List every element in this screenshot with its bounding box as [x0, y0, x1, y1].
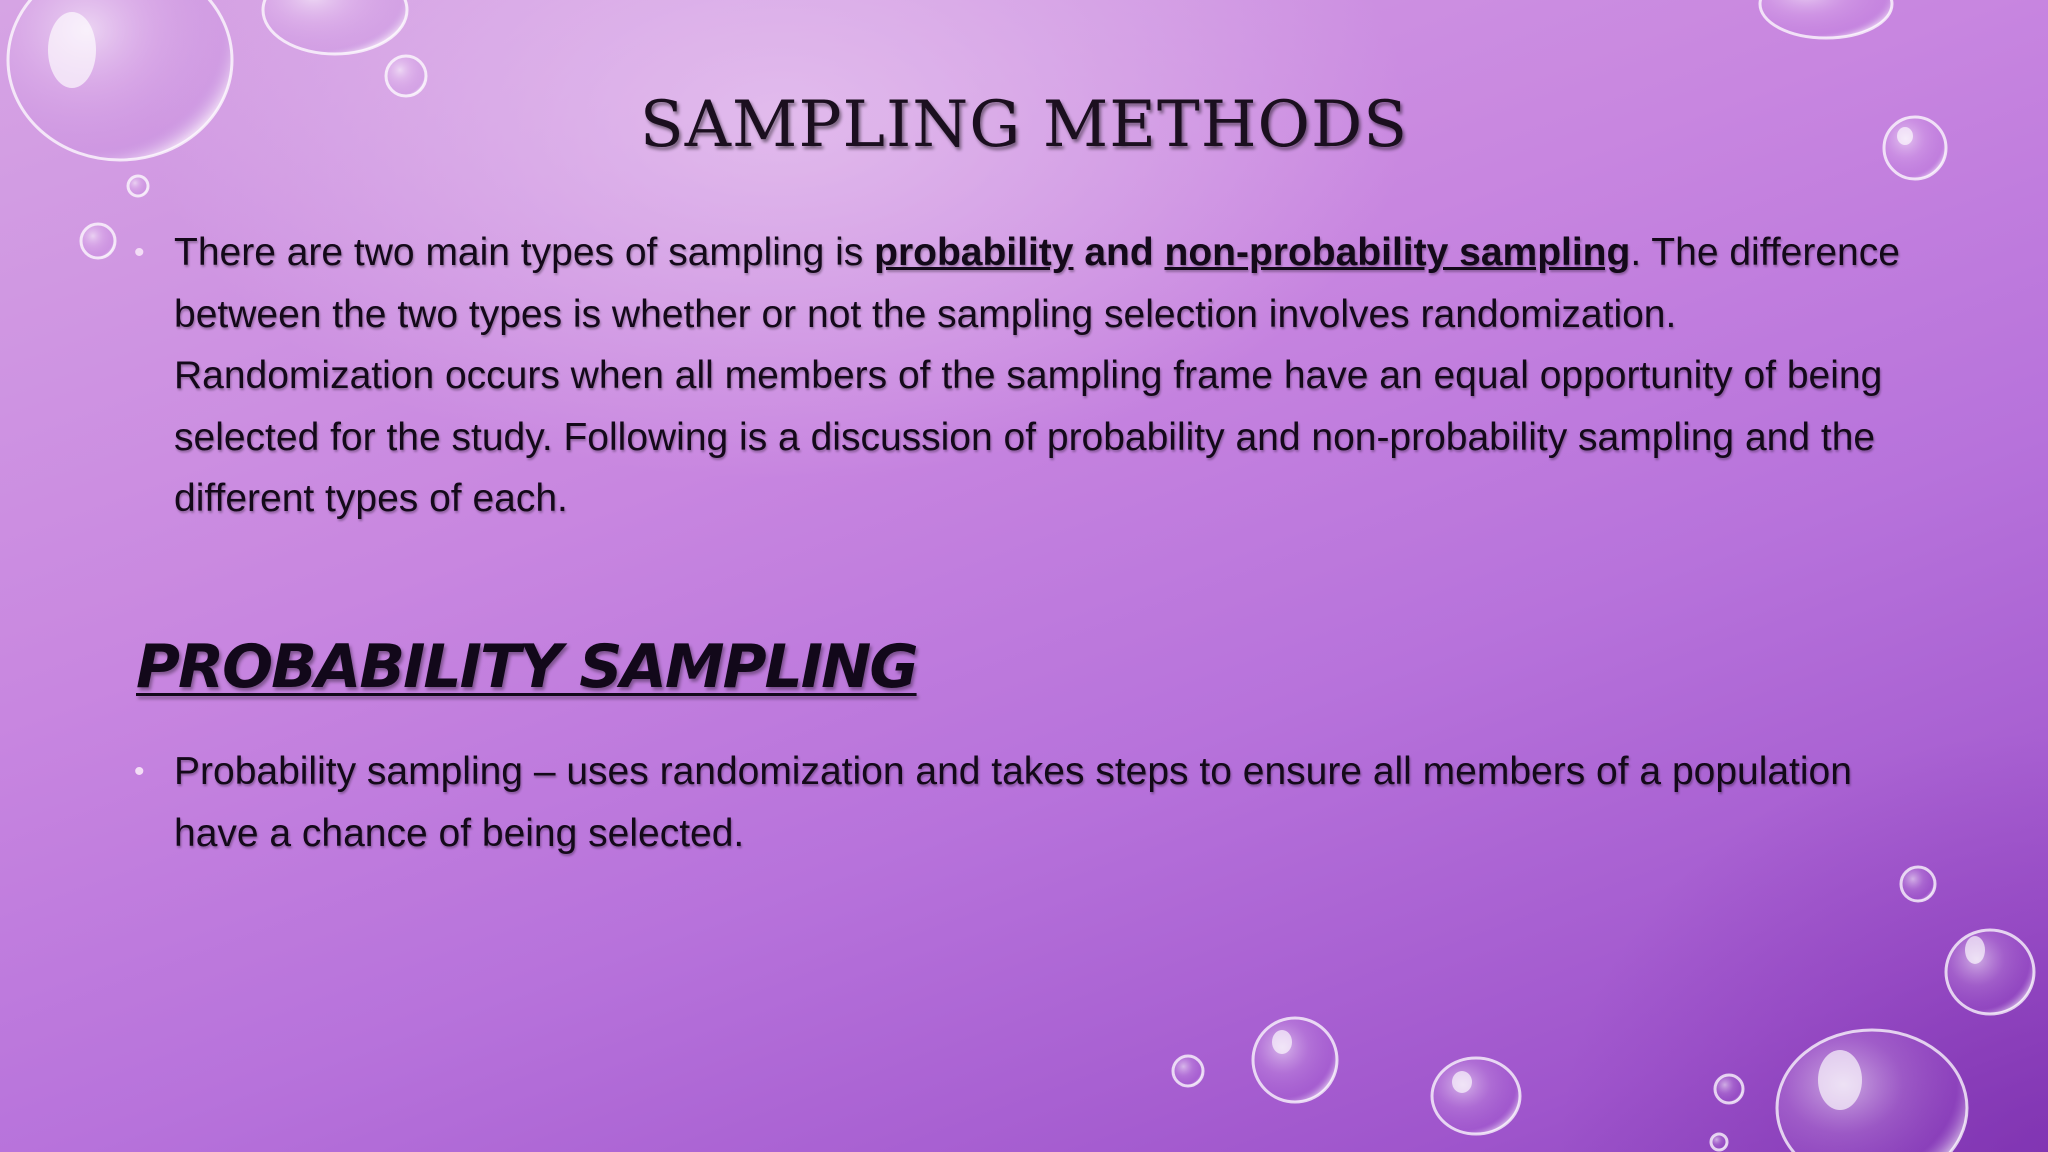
keyword-probability: probability [874, 231, 1074, 274]
intro-text-rest: . The difference between the two types is whether or not the sampling selection involves randomization. Randomization occurs when all members of the sampling frame have an equal opportunity of being selected for the study. Following is a discussion of probability and non-probability sampling and the different types of each. [174, 231, 1900, 520]
droplet-highlight [1272, 1030, 1292, 1054]
droplet [1432, 1058, 1520, 1134]
droplet [1173, 1056, 1203, 1086]
droplet [1760, 0, 1892, 38]
droplet [1715, 1075, 1743, 1103]
probability-sampling-paragraph [134, 741, 1914, 864]
probability-sampling-text: Probability sampling – uses randomization and takes steps to ensure all members of a population have a chance of being selected. [174, 750, 1852, 855]
droplet [263, 0, 407, 54]
bullet-icon: • [134, 236, 145, 269]
keyword-conjunction: and [1073, 231, 1165, 274]
bullet-icon: • [134, 755, 145, 788]
keyword-non-probability-sampling: non-probability sampling [1164, 231, 1631, 274]
probability-sampling-heading: PROBABILITY SAMPLING [136, 632, 917, 702]
droplet-highlight [1452, 1071, 1472, 1093]
droplet [128, 176, 148, 196]
droplet [1253, 1018, 1337, 1102]
droplet-highlight [1965, 936, 1985, 964]
droplet-highlight [1818, 1050, 1862, 1110]
slide-title: SAMPLING METHODS [639, 88, 1409, 162]
droplet-highlight [48, 12, 96, 88]
droplet [1901, 867, 1935, 901]
intro-text-start: There are two main types of sampling is [174, 231, 875, 274]
intro-paragraph [134, 222, 1914, 530]
droplet [1711, 1134, 1727, 1150]
droplet [81, 224, 115, 258]
droplet [1777, 1030, 1967, 1152]
droplet [1946, 930, 2034, 1014]
